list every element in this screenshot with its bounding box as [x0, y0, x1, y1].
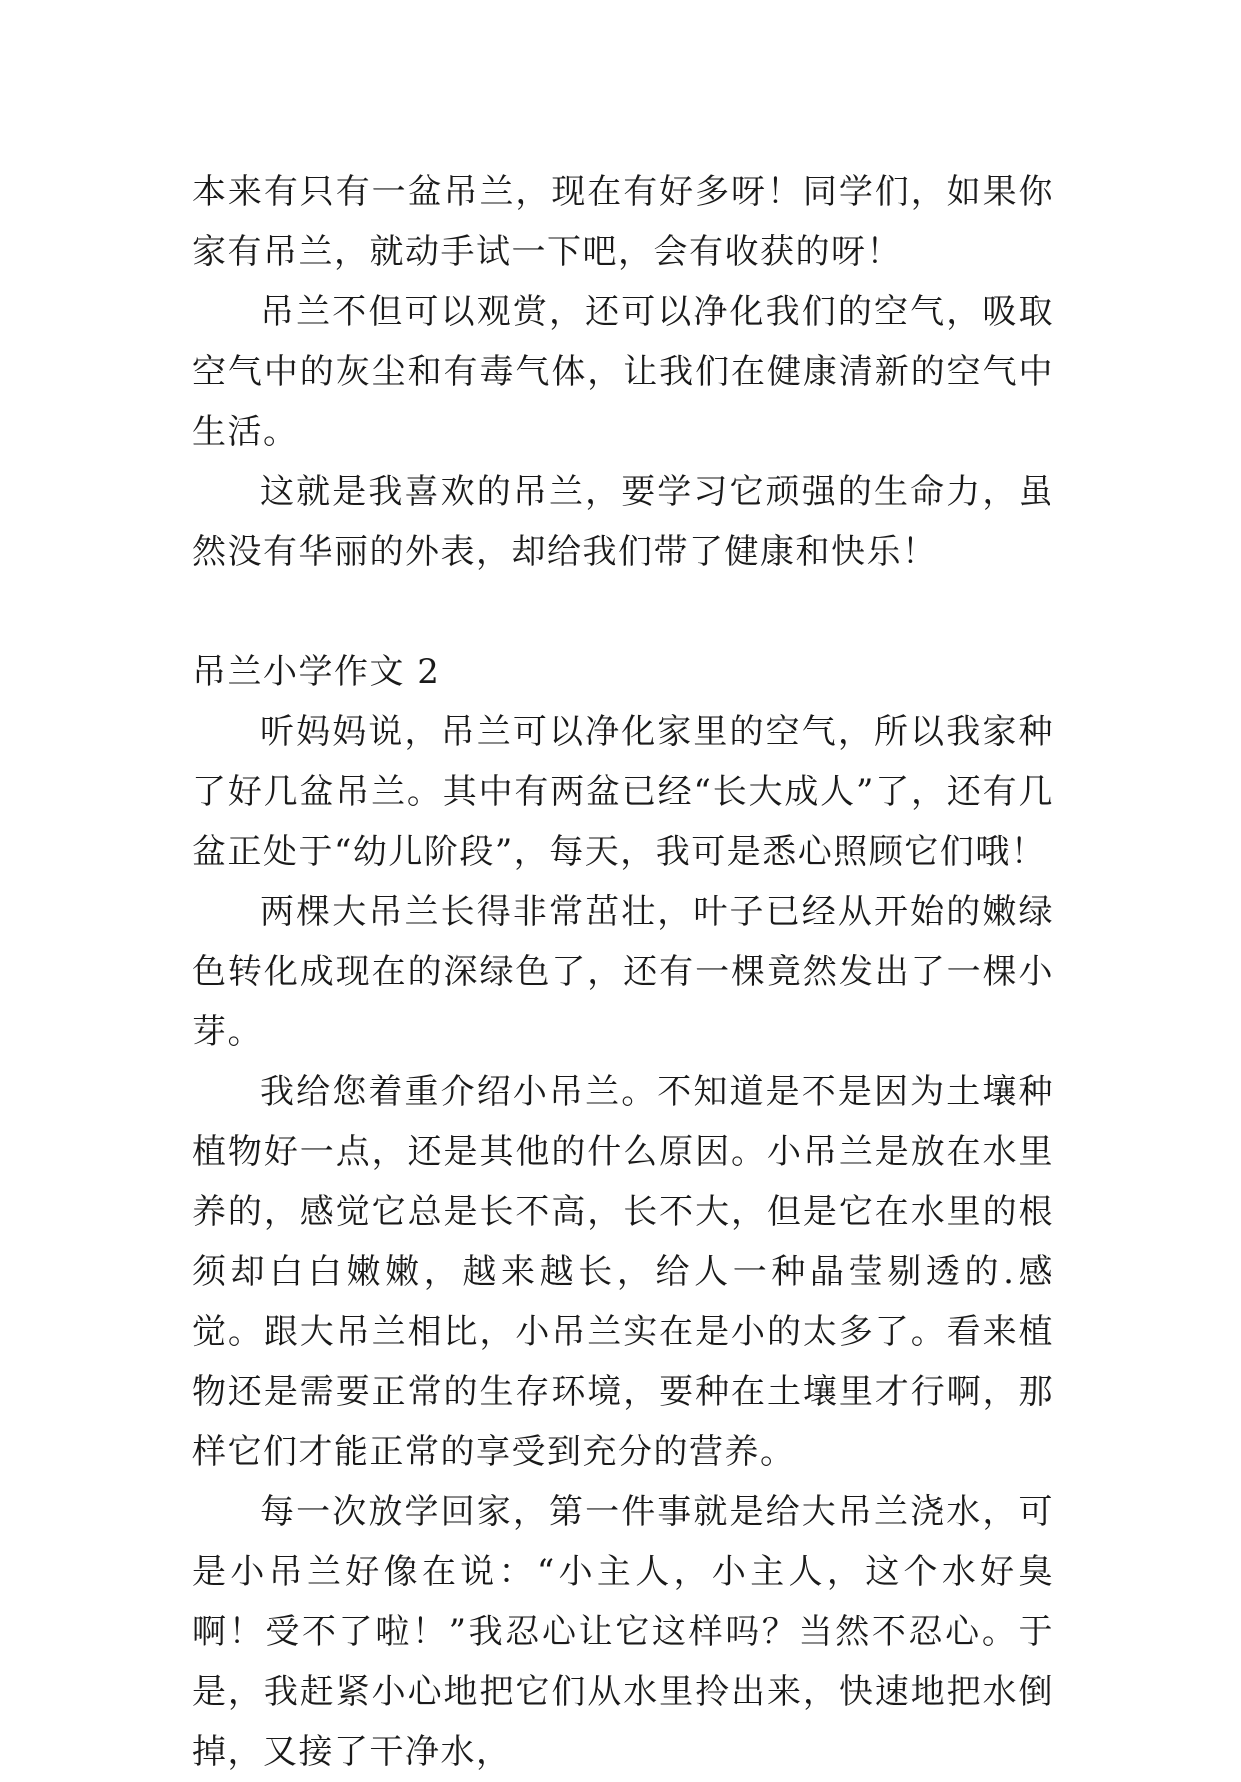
paragraph-small-plant: 我给您着重介绍小吊兰。不知道是不是因为土壤种植物好一点，还是其他的什么原因。小吊兰是放在水里养的，感觉它总是长不高，长不大，但是它在水里的根须却白白嫩嫩，越来越长，给人一种晶莹剔透的.感觉。跟大吊兰相比，小吊兰实在是小的太多了。看来植物还是需要正常的生存环境，要种在土壤里才行啊，那样它们才能正常的享受到充分的营养。 — [192, 1072, 1054, 1472]
paragraph-purify-air: 吊兰不但可以观赏，还可以净化我们的空气，吸取空气中的灰尘和有毒气体，让我们在健康清新的空气中生活。 — [192, 292, 1054, 452]
section-title: 吊兰小学作文 2 — [192, 652, 441, 692]
paragraph-intro: 听妈妈说，吊兰可以净化家里的空气，所以我家种了好几盆吊兰。其中有两盆已经“长大成人”了，还有几盆正处于“幼儿阶段”，每天，我可是悉心照顾它们哦！ — [192, 712, 1054, 872]
paragraph-conclusion: 这就是我喜欢的吊兰，要学习它顽强的生命力，虽然没有华丽的外表，却给我们带了健康和快乐！ — [192, 472, 1054, 572]
document-body — [192, 162, 1054, 1782]
paragraph-big-plants: 两棵大吊兰长得非常茁壮，叶子已经从开始的嫩绿色转化成现在的深绿色了，还有一棵竟然发出了一棵小芽。 — [192, 892, 1054, 1052]
paragraph-continuation: 本来有只有一盆吊兰，现在有好多呀！同学们，如果你家有吊兰，就动手试一下吧，会有收获的呀！ — [192, 172, 1054, 272]
paragraph-watering: 每一次放学回家，第一件事就是给大吊兰浇水，可是小吊兰好像在说：“小主人，小主人，这个水好臭啊！受不了啦！”我忍心让它这样吗？当然不忍心。于是，我赶紧小心地把它们从水里拎出来，快速地把水倒掉，又接了干净水， — [192, 1492, 1054, 1772]
